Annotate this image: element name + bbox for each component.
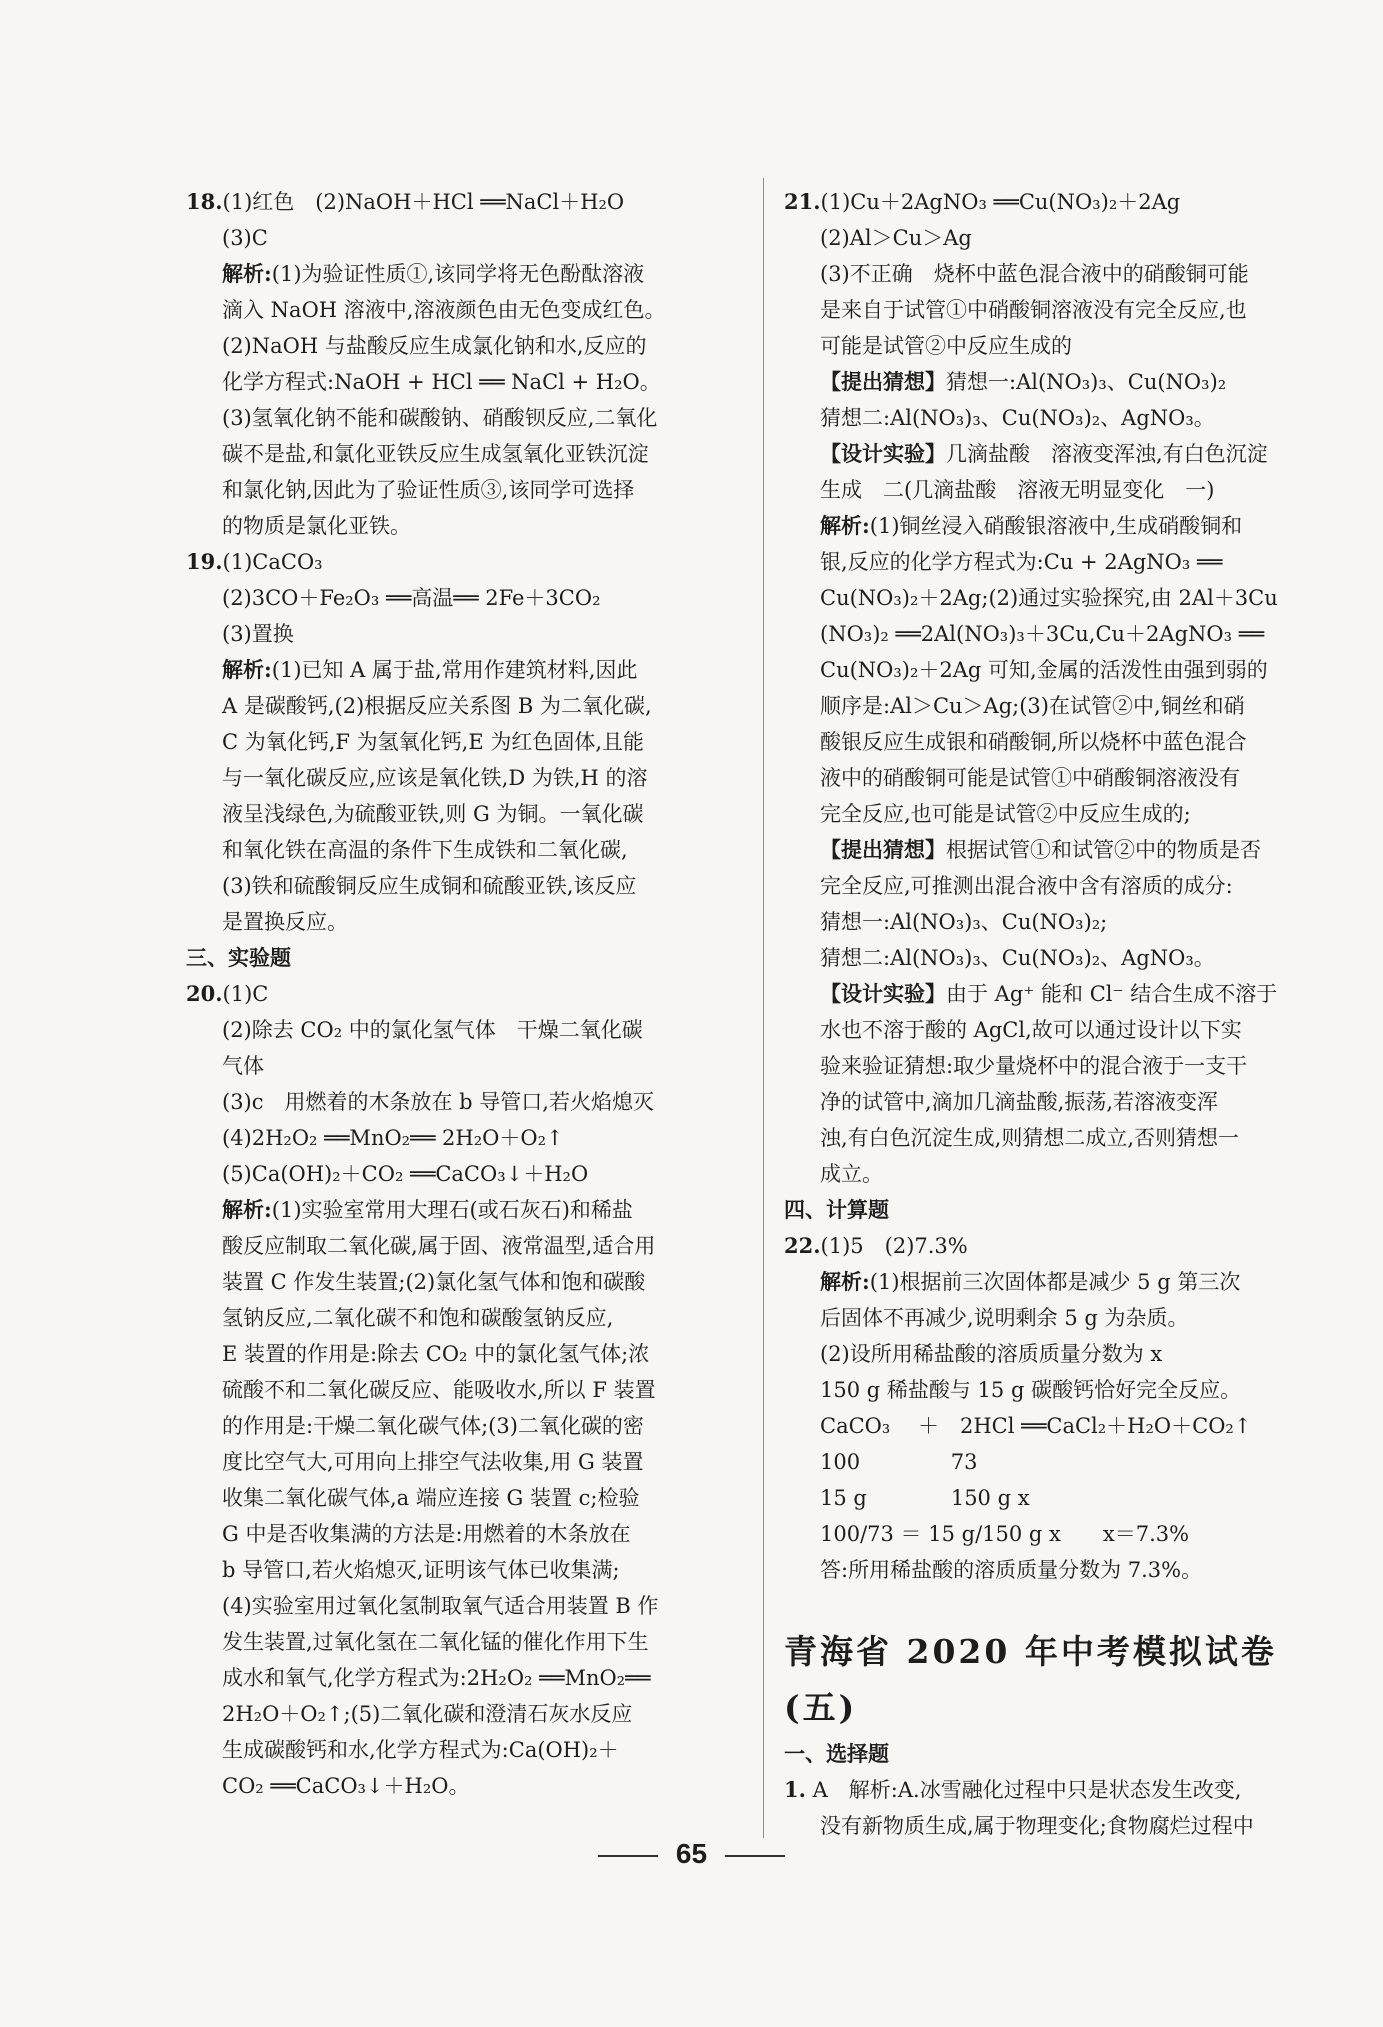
text-line: 猜想二:Al(NO₃)₃、Cu(NO₃)₂、AgNO₃。 (820, 406, 1215, 430)
label-bold: 解析: (222, 1197, 272, 1222)
text-line: 的物质是氯化亚铁。 (222, 514, 411, 538)
text-line: 解析:(1)已知 A 属于盐,常用作建筑材料,因此 (222, 657, 638, 682)
footer-rule (598, 1855, 658, 1857)
text-line: 150 g 稀盐酸与 15 g 碳酸钙恰好完全反应。 (820, 1378, 1242, 1402)
text-line: 【提出猜想】根据试管①和试管②中的物质是否 (820, 837, 1261, 862)
section-heading: 三、实验题 (186, 945, 291, 970)
text-line: 答:所用稀盐酸的溶质质量分数为 7.3%。 (820, 1558, 1203, 1582)
footer-rule (725, 1855, 785, 1857)
label-bold: 解析: (820, 1269, 870, 1294)
text-line: 解析:(1)根据前三次固体都是减少 5 g 第三次 (820, 1269, 1241, 1294)
text-line: 滴入 NaOH 溶液中,溶液颜色由无色变成红色。 (222, 298, 666, 322)
text-line: 和氧化铁在高温的条件下生成铁和二氧化碳, (222, 838, 628, 862)
text-line: CO₂ ══CaCO₃↓＋H₂O。 (222, 1774, 470, 1798)
text-line: (2)设所用稀盐酸的溶质质量分数为 x (820, 1342, 1163, 1366)
text-line: (3)铁和硫酸铜反应生成铜和硫酸亚铁,该反应 (222, 874, 637, 898)
text-line: 酸银反应生成银和硝酸铜,所以烧杯中蓝色混合 (820, 730, 1247, 754)
text-line: 100/73 ＝ 15 g/150 g x x＝7.3% (820, 1522, 1190, 1546)
text-line: (4)2H₂O₂ ══MnO₂══ 2H₂O＋O₂↑ (222, 1126, 564, 1150)
text-line: (3)氢氧化钠不能和碳酸钠、硝酸钡反应,二氧化 (222, 406, 658, 430)
text-line: 完全反应,也可能是试管②中反应生成的; (820, 802, 1191, 826)
text-line: A 是碳酸钙,(2)根据反应关系图 B 为二氧化碳, (222, 694, 652, 718)
text-line: 生成 二(几滴盐酸 溶液无明显变化 一) (820, 478, 1215, 502)
question-number: 21. (784, 189, 821, 214)
text-line: Cu(NO₃)₂＋2Ag;(2)通过实验探究,由 2Al＋3Cu (820, 586, 1278, 610)
text-line: 解析:(1)实验室常用大理石(或石灰石)和稀盐 (222, 1197, 633, 1222)
label-bold: 解析: (820, 513, 870, 538)
text-line: 与一氧化碳反应,应该是氧化铁,D 为铁,H 的溶 (222, 766, 648, 790)
text-line: 【设计实验】几滴盐酸 溶液变浑浊,有白色沉淀 (820, 441, 1268, 466)
text-line: (NO₃)₂ ══2Al(NO₃)₃＋3Cu,Cu＋2AgNO₃ ══ (820, 622, 1264, 646)
text-line: 和氯化钠,因此为了验证性质③,该同学可选择 (222, 478, 635, 502)
text-line: 水也不溶于酸的 AgCl,故可以通过设计以下实 (820, 1018, 1242, 1042)
text-line: (3)置换 (222, 622, 294, 646)
text-line: (3)c 用燃着的木条放在 b 导管口,若火焰熄灭 (222, 1090, 654, 1114)
text-line: 硫酸不和二氧化碳反应、能吸收水,所以 F 装置 (222, 1378, 656, 1402)
text-line: 碳不是盐,和氯化亚铁反应生成氢氧化亚铁沉淀 (222, 442, 649, 466)
question-line: 19.(1)CaCO₃ (186, 549, 323, 574)
text-line: E 装置的作用是:除去 CO₂ 中的氯化氢气体;浓 (222, 1342, 650, 1366)
question-number: 1. (784, 1777, 806, 1802)
text-line: (4)实验室用过氧化氢制取氧气适合用装置 B 作 (222, 1594, 659, 1618)
text-line: 液中的硝酸铜可能是试管①中硝酸铜溶液没有 (820, 766, 1240, 790)
text-line: (3)C (222, 226, 268, 250)
text-line: 完全反应,可推测出混合液中含有溶质的成分: (820, 874, 1233, 898)
question-line: 22.(1)5 (2)7.3% (784, 1233, 968, 1258)
text-line: 15 g 150 g x (820, 1486, 1030, 1510)
text-line: (2)除去 CO₂ 中的氯化氢气体 干燥二氧化碳 (222, 1018, 643, 1042)
left-column (186, 184, 746, 1804)
text-line: 液呈浅绿色,为硫酸亚铁,则 G 为铜。一氧化碳 (222, 802, 644, 826)
text-line: 度比空气大,可用向上排空气法收集,用 G 装置 (222, 1450, 644, 1474)
text-line: CaCO₃ ＋ 2HCl ══CaCl₂＋H₂O＋CO₂↑ (820, 1414, 1252, 1438)
section-heading: 一、选择题 (784, 1741, 889, 1766)
question-number: 22. (784, 1233, 821, 1258)
page-number: 65 (675, 1838, 708, 1869)
text-line: 是来自于试管①中硝酸铜溶液没有完全反应,也 (820, 298, 1247, 322)
text-line: 气体 (222, 1054, 264, 1078)
text-line: G 中是否收集满的方法是:用燃着的木条放在 (222, 1522, 631, 1546)
text-line: 后固体不再减少,说明剩余 5 g 为杂质。 (820, 1306, 1189, 1330)
text-line: 解析:(1)为验证性质①,该同学将无色酚酞溶液 (222, 261, 645, 286)
text-line: 浊,有白色沉淀生成,则猜想二成立,否则猜想一 (820, 1126, 1240, 1150)
text-line: Cu(NO₃)₂＋2Ag 可知,金属的活泼性由强到弱的 (820, 658, 1268, 682)
text-line: 装置 C 作发生装置;(2)氯化氢气体和饱和碳酸 (222, 1270, 646, 1294)
text-line: 解析:(1)铜丝浸入硝酸银溶液中,生成硝酸铜和 (820, 513, 1243, 538)
text-line: (2)Al＞Cu＞Ag (820, 226, 972, 250)
section-heading: 四、计算题 (784, 1197, 889, 1222)
text-line: 是置换反应。 (222, 910, 348, 934)
text-line: 化学方程式:NaOH + HCl ══ NaCl + H₂O。 (222, 370, 661, 394)
text-line: (2)NaOH 与盐酸反应生成氯化钠和水,反应的 (222, 334, 647, 358)
text-line: 发生装置,过氧化氢在二氧化锰的催化作用下生 (222, 1630, 649, 1654)
label-bold: 【设计实验】 (820, 441, 946, 466)
question-number: 18. (186, 189, 223, 214)
question-number: 19. (186, 549, 223, 574)
text-line: 猜想二:Al(NO₃)₃、Cu(NO₃)₂、AgNO₃。 (820, 946, 1215, 970)
text-line: 净的试管中,滴加几滴盐酸,振荡,若溶液变浑 (820, 1090, 1219, 1114)
text-line: (2)3CO＋Fe₂O₃ ══高温══ 2Fe＋3CO₂ (222, 586, 601, 610)
text-line: 验来验证猜想:取少量烧杯中的混合液于一支干 (820, 1054, 1248, 1078)
text-line: 成立。 (820, 1162, 883, 1186)
question-line: 1. A 解析:A.冰雪融化过程中只是状态发生改变, (784, 1777, 1242, 1802)
text-line: b 导管口,若火焰熄灭,证明该气体已收集满; (222, 1558, 620, 1582)
text-line: 【提出猜想】猜想一:Al(NO₃)₃、Cu(NO₃)₂ (820, 369, 1227, 394)
text-line: 2H₂O＋O₂↑;(5)二氧化碳和澄清石灰水反应 (222, 1702, 633, 1726)
label-bold: 【提出猜想】 (820, 837, 946, 862)
text-line: 酸反应制取二氧化碳,属于固、液常温型,适合用 (222, 1234, 656, 1258)
label-bold: 【设计实验】 (820, 981, 946, 1006)
text-line: 成水和氧气,化学方程式为:2H₂O₂ ══MnO₂══ (222, 1666, 651, 1690)
right-column (784, 184, 1332, 1844)
label-bold: 解析: (222, 261, 272, 286)
text-line: 没有新物质生成,属于物理变化;食物腐烂过程中 (820, 1814, 1254, 1838)
label-bold: 解析: (222, 657, 272, 682)
question-number: 20. (186, 981, 223, 1006)
text-line: 顺序是:Al＞Cu＞Ag;(3)在试管②中,铜丝和硝 (820, 694, 1245, 718)
text-line: (5)Ca(OH)₂＋CO₂ ══CaCO₃↓＋H₂O (222, 1162, 589, 1186)
text-line: C 为氧化钙,F 为氢氧化钙,E 为红色固体,且能 (222, 730, 645, 754)
text-line: 的作用是:干燥二氧化碳气体;(3)二氧化碳的密 (222, 1414, 644, 1438)
text-line: 氢钠反应,二氧化碳不和饱和碳酸氢钠反应, (222, 1306, 614, 1330)
label-bold: 【提出猜想】 (820, 369, 946, 394)
question-line: 18.(1)红色 (2)NaOH＋HCl ══NaCl＋H₂O (186, 189, 625, 214)
text-line: 【设计实验】由于 Ag⁺ 能和 Cl⁻ 结合生成不溶于 (820, 981, 1278, 1006)
exam-title: 青海省 2020 年中考模拟试卷(五) (784, 1632, 1277, 1727)
page-footer (0, 1838, 1383, 1870)
text-line: 银,反应的化学方程式为:Cu + 2AgNO₃ ══ (820, 550, 1223, 574)
column-divider (763, 178, 764, 1838)
text-line: (3)不正确 烧杯中蓝色混合液中的硝酸铜可能 (820, 262, 1249, 286)
text-line: 100 73 (820, 1450, 978, 1474)
text-line: 可能是试管②中反应生成的 (820, 334, 1072, 358)
question-line: 21.(1)Cu＋2AgNO₃ ══Cu(NO₃)₂＋2Ag (784, 189, 1181, 214)
text-line: 猜想一:Al(NO₃)₃、Cu(NO₃)₂; (820, 910, 1108, 934)
text-line: 生成碳酸钙和水,化学方程式为:Ca(OH)₂＋ (222, 1738, 619, 1762)
question-line: 20.(1)C (186, 981, 269, 1006)
text-line: 收集二氧化碳气体,a 端应连接 G 装置 c;检验 (222, 1486, 640, 1510)
